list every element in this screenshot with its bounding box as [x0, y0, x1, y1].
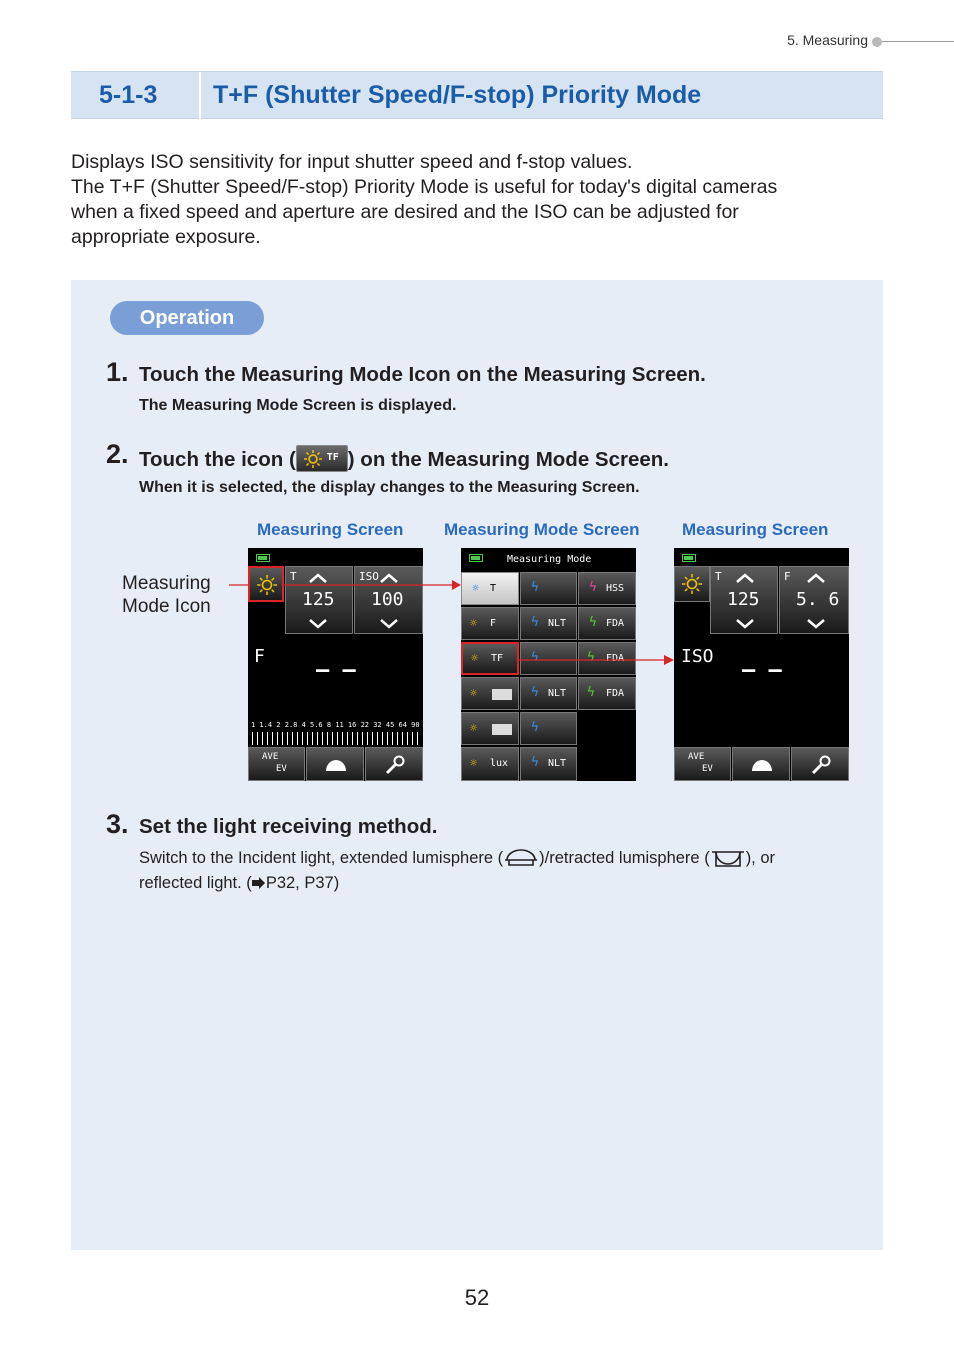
step-3-line-2	[139, 871, 859, 896]
step-1-title: Touch the Measuring Mode Icon on the Measuring Screen.	[139, 363, 706, 386]
sun-icon: ☼	[470, 721, 478, 735]
ave-label: AVE	[262, 752, 279, 762]
flash-icon: ϟ	[531, 755, 539, 770]
callout-line: Measuring	[122, 573, 211, 594]
iso-label: ISO	[681, 646, 714, 667]
extended-lumisphere-icon	[503, 847, 539, 869]
mode-label: T	[490, 583, 497, 594]
f-label: F	[784, 570, 791, 583]
step-2-subtext: When it is selected, the display changes to the Measuring Screen.	[139, 479, 640, 496]
section-title: T+F (Shutter Speed/F-stop) Priority Mode	[213, 81, 702, 109]
flash-icon: ϟ	[587, 685, 595, 700]
mode-label: NLT	[548, 758, 567, 769]
mode-label: FDA	[606, 653, 625, 664]
mode-label: FDA	[606, 688, 625, 699]
mode-label: NLT	[548, 618, 567, 629]
caption-measuring-mode-screen: Measuring Mode Screen	[444, 520, 640, 539]
f-label: F	[254, 646, 265, 667]
step-3-line-1	[139, 846, 859, 871]
sun-icon: ☼	[471, 651, 479, 665]
step-3-body	[139, 846, 859, 896]
ave-label: AVE	[688, 752, 705, 762]
running-head-text: 5. Measuring	[787, 32, 868, 48]
arrow-head	[452, 580, 461, 590]
ev-label: EV	[702, 764, 713, 774]
arrow-right-icon	[252, 877, 266, 889]
iso-label: ISO	[359, 570, 379, 583]
flash-icon: ϟ	[531, 615, 539, 630]
iso-value: 100	[371, 589, 404, 610]
caption-measuring-screen: Measuring Screen	[682, 520, 829, 539]
tf-icon-label: TF	[326, 452, 339, 463]
mode-screen-title: Measuring Mode	[507, 554, 592, 565]
t-label: T	[290, 570, 297, 583]
step-1-subtext: The Measuring Mode Screen is displayed.	[139, 397, 457, 414]
flash-icon: ϟ	[589, 580, 597, 595]
flash-icon: ϟ	[531, 685, 539, 700]
step-3-text: )/retracted lumisphere (	[539, 849, 710, 867]
operation-label: Operation	[110, 301, 264, 335]
callout-line: Mode Icon	[122, 596, 211, 617]
page-number: 52	[464, 1285, 490, 1310]
flash-icon: ϟ	[531, 580, 539, 595]
step-3-text: Switch to the Incident light, extended lumisphere (	[139, 849, 504, 867]
mode-label: F	[490, 618, 497, 629]
retracted-lumisphere-icon	[710, 847, 746, 869]
t-value: 125	[727, 589, 760, 610]
t-label: T	[715, 570, 722, 583]
arrow-head	[664, 655, 674, 665]
mode-label: FDA	[606, 618, 625, 629]
mode-label: lux	[490, 758, 509, 769]
mode-label: TF	[491, 653, 504, 664]
step-3-text: reflected light. (	[139, 874, 252, 892]
step-1-number: 1.	[106, 357, 129, 387]
sun-icon: ☼	[472, 581, 480, 595]
step-3-number: 3.	[106, 809, 129, 839]
f-value: 5. 6	[796, 589, 840, 610]
section-number: 5-1-3	[99, 81, 158, 109]
reading-value: – –	[742, 658, 782, 683]
caption-measuring-screen: Measuring Screen	[257, 520, 404, 539]
sun-icon: ☼	[470, 686, 478, 700]
intro-line: The T+F (Shutter Speed/F-stop) Priority Mode is useful for today's digital cameras	[71, 176, 778, 198]
intro-line: appropriate exposure.	[71, 226, 261, 248]
step-3-title: Set the light receiving method.	[139, 815, 438, 838]
intro-line: Displays ISO sensitivity for input shutter speed and f-stop values.	[71, 151, 633, 173]
f-scale-labels: 1 1.4 2 2.8 4 5.6 8 11 16 22 32 45 64 90	[251, 721, 420, 729]
step-2-title-start: Touch the icon (	[139, 448, 296, 471]
intro-line: when a fixed speed and aperture are desired and the ISO can be adjusted for	[71, 201, 739, 223]
flash-icon: ϟ	[587, 650, 595, 665]
sun-icon: ☼	[470, 616, 478, 630]
step-3-text: ), or	[745, 849, 776, 867]
flash-icon: ϟ	[589, 615, 597, 630]
sun-icon: ☼	[470, 756, 478, 770]
flash-icon: ϟ	[531, 650, 539, 665]
flash-icon: ϟ	[531, 720, 539, 735]
mode-label: NLT	[548, 688, 567, 699]
ev-label: EV	[276, 764, 287, 774]
t-value: 125	[302, 589, 335, 610]
mode-label: HSS	[606, 583, 625, 594]
reading-value: – –	[316, 658, 356, 683]
step-2-title-end: ) on the Measuring Mode Screen.	[347, 448, 669, 471]
page-reference-link[interactable]: P32, P37)	[265, 874, 340, 892]
step-2-number: 2.	[106, 439, 129, 469]
